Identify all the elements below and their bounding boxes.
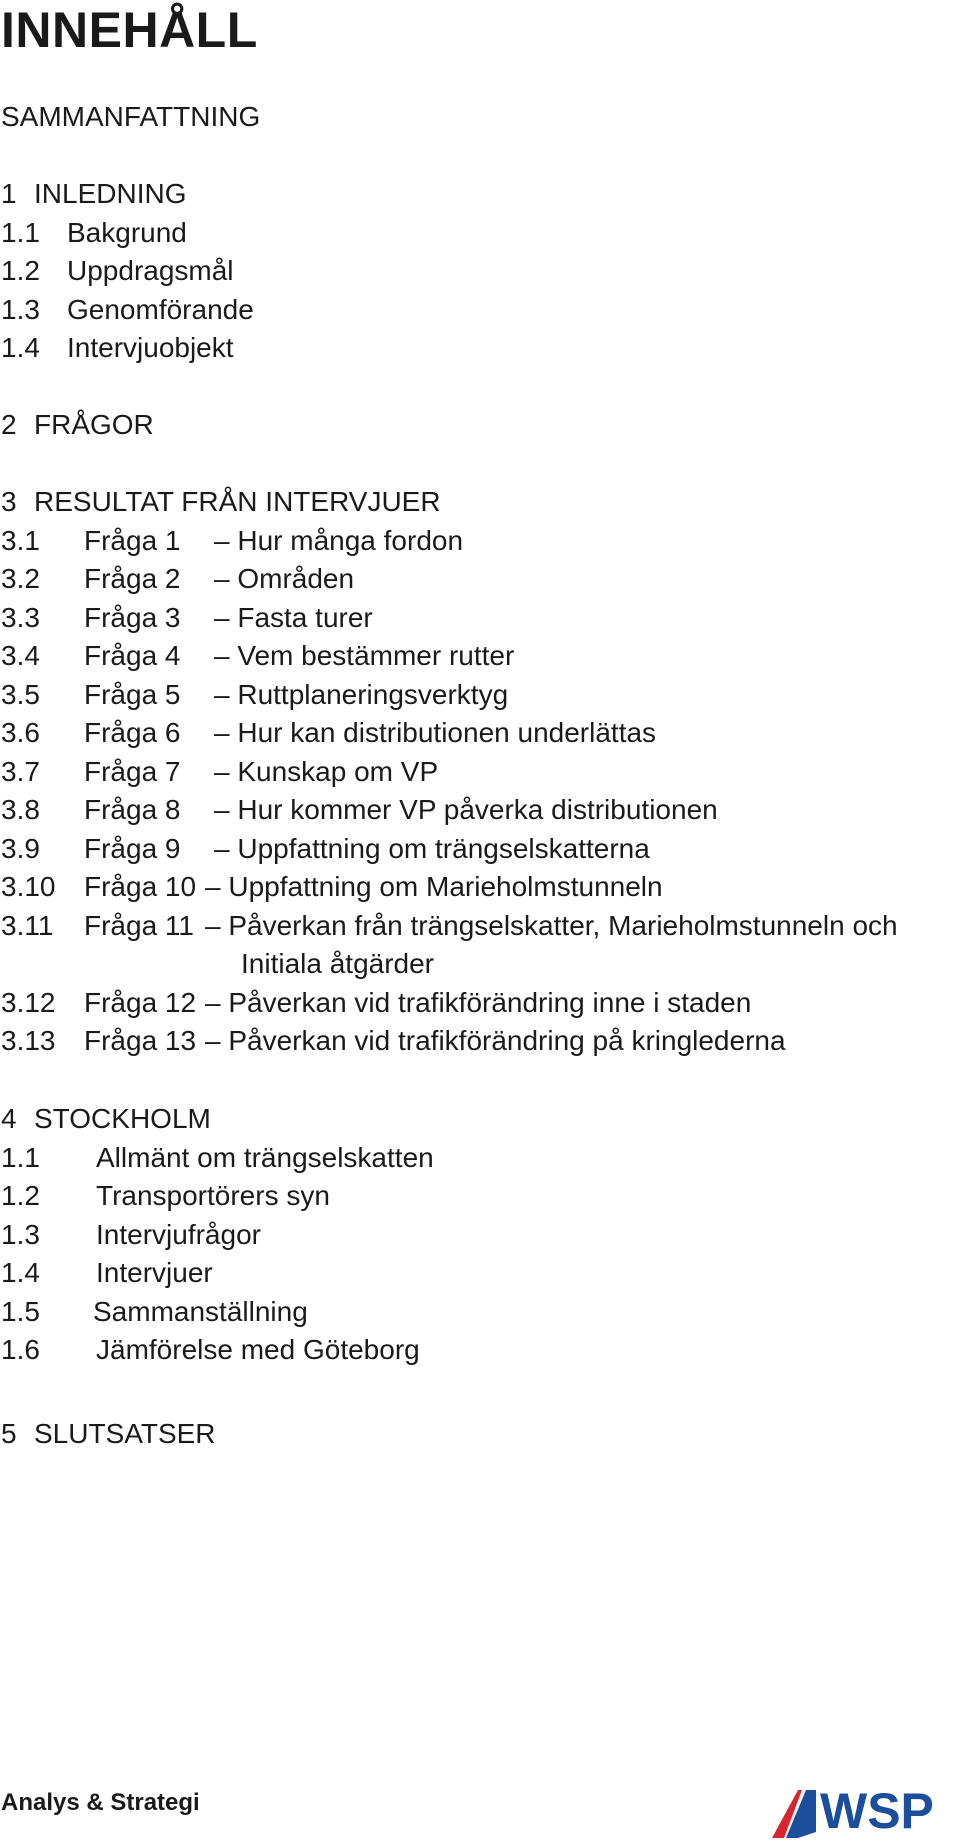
section-number: 3.6	[1, 717, 40, 748]
chapter-title: STOCKHOLM	[34, 1103, 211, 1134]
section-title: Uppdragsmål	[67, 255, 234, 286]
section-title: Intervjufrågor	[96, 1219, 261, 1250]
chapter-number: 1	[1, 178, 17, 209]
question-label: Fråga 8	[84, 794, 181, 825]
section-title: – Uppfattning om Marieholmstunneln	[205, 871, 663, 902]
page-title: INNEHÅLL	[1, 2, 258, 58]
section-title: – Påverkan vid trafikförändring inne i staden	[205, 987, 752, 1018]
section-title: – Ruttplaneringsverktyg	[214, 679, 509, 710]
section-title: – Hur kommer VP påverka distributionen	[214, 794, 718, 825]
section-number: 1.2	[1, 255, 40, 286]
section-number: 3.12	[1, 987, 56, 1018]
section-number: 3.1	[1, 525, 40, 556]
section-title: Intervjuobjekt	[67, 332, 234, 363]
section-title: Jämförelse med Göteborg	[96, 1334, 420, 1365]
chapter-title: SLUTSATSER	[34, 1418, 216, 1449]
question-label: Fråga 7	[84, 756, 181, 787]
question-label: Fråga 1	[84, 525, 181, 556]
toc-summary-title: SAMMANFATTNING	[1, 101, 261, 132]
section-title: – Kunskap om VP	[214, 756, 439, 787]
section-number: 1.3	[1, 1219, 40, 1250]
section-number: 1.1	[1, 217, 40, 248]
section-title: – Vem bestämmer rutter	[214, 640, 515, 671]
question-label: Fråga 10	[84, 871, 197, 902]
section-title: Transportörers syn	[96, 1180, 330, 1211]
section-title: – Fasta turer	[214, 602, 373, 633]
footer-department: Analys & Strategi	[1, 1789, 200, 1816]
chapter-title: RESULTAT FRÅN INTERVJUER	[34, 486, 441, 517]
section-number: 1.6	[1, 1334, 40, 1365]
section-title: – Påverkan från trängselskatter, Marieholmstunneln och	[205, 910, 898, 941]
section-number: 1.1	[1, 1142, 40, 1173]
section-number: 3.4	[1, 640, 40, 671]
chapter-number: 4	[1, 1103, 17, 1134]
question-label: Fråga 5	[84, 679, 181, 710]
section-number: 3.2	[1, 563, 40, 594]
section-number: 1.5	[1, 1296, 40, 1327]
section-number: 3.13	[1, 1025, 56, 1056]
question-label: Fråga 2	[84, 563, 181, 594]
question-label: Fråga 9	[84, 833, 181, 864]
chapter-number: 2	[1, 409, 17, 440]
question-label: Fråga 3	[84, 602, 181, 633]
section-number: 3.5	[1, 679, 40, 710]
section-number: 1.4	[1, 1257, 40, 1288]
section-number: 3.7	[1, 756, 40, 787]
section-title: – Hur kan distributionen underlättas	[214, 717, 657, 748]
section-title-continued: Initiala åtgärder	[241, 948, 435, 979]
section-title: – Påverkan vid trafikförändring på kringlederna	[205, 1025, 786, 1056]
question-label: Fråga 11	[84, 910, 194, 941]
section-number: 3.9	[1, 833, 40, 864]
section-title: Genomförande	[67, 294, 254, 325]
question-label: Fråga 13	[84, 1025, 197, 1056]
wsp-logo-text: WSP	[820, 1783, 934, 1838]
section-number: 3.3	[1, 602, 40, 633]
question-label: Fråga 6	[84, 717, 181, 748]
section-number: 3.10	[1, 871, 56, 902]
wsp-logo	[772, 1778, 958, 1838]
section-title: Intervjuer	[96, 1257, 213, 1288]
section-title: Sammanställning	[93, 1296, 308, 1327]
chapter-title: INLEDNING	[34, 178, 187, 209]
chapter-title: FRÅGOR	[34, 409, 154, 440]
chapter-number: 5	[1, 1418, 17, 1449]
question-label: Fråga 4	[84, 640, 181, 671]
section-number: 1.3	[1, 294, 40, 325]
section-title: – Uppfattning om trängselskatterna	[214, 833, 650, 864]
section-number: 3.8	[1, 794, 40, 825]
section-title: – Områden	[214, 563, 355, 594]
section-title: Bakgrund	[67, 217, 187, 248]
question-label: Fråga 12	[84, 987, 197, 1018]
section-number: 3.11	[1, 910, 54, 941]
section-number: 1.4	[1, 332, 40, 363]
section-title: Allmänt om trängselskatten	[96, 1142, 434, 1173]
chapter-number: 3	[1, 486, 17, 517]
section-number: 1.2	[1, 1180, 40, 1211]
section-title: – Hur många fordon	[214, 525, 464, 556]
